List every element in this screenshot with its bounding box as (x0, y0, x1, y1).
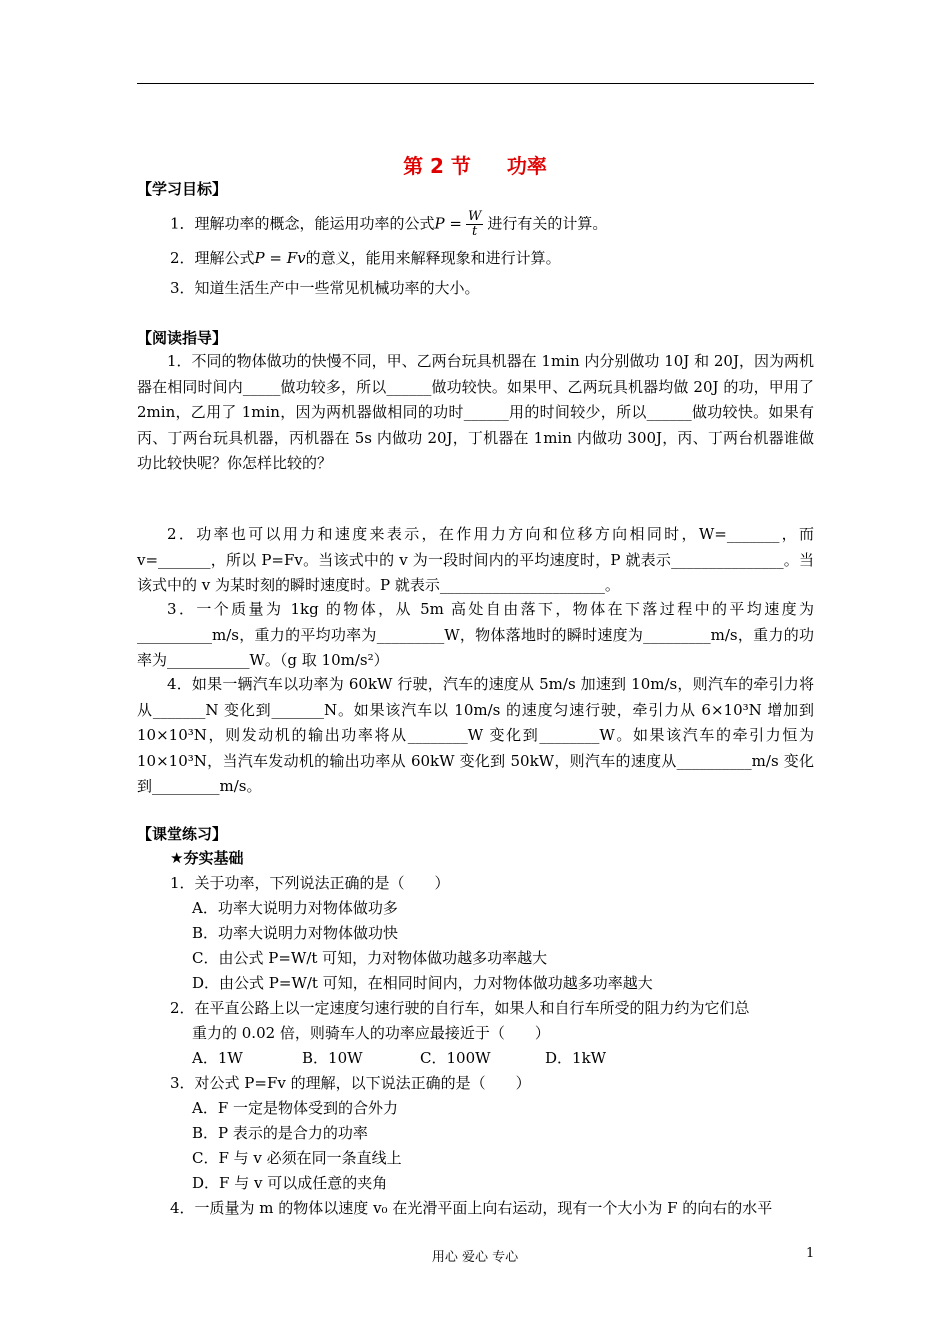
pfv-formula: P = Fv (254, 249, 306, 267)
q2-option-b: B．10W (302, 1049, 363, 1067)
footer-motto: 用心 爱心 专心 (431, 1250, 519, 1265)
reading-paragraph-2: 2．功率也可以用力和速度来表示，在作用力方向和位移方向相同时，W=_______，而 v=_______，所以 P=Fv。当该式中的 v 为一段时间内的平均速度时，P 就表示_______________。当该式中的 v 为某时刻的瞬时速度时。P 就表示______________________。 (137, 525, 814, 595)
q2-option-a: A．1W (192, 1049, 243, 1067)
q3-option-b: B．P 表示的是合力的功率 (192, 1124, 368, 1142)
q3-option-a: A．F 一定是物体受到的合外力 (192, 1099, 399, 1117)
goal-item-3: 3．知道生活生产中一些常见机械功率的大小。 (170, 279, 480, 297)
q2-option-c: C．100W (420, 1049, 491, 1067)
page-number: 1 (806, 1246, 815, 1261)
header-rule (137, 83, 814, 84)
question-2-line-2: 重力的 0.02 倍，则骑车人的功率应最接近于（ ） (192, 1024, 550, 1042)
reading-paragraph-4: 4．如果一辆汽车以功率为 60kW 行驶，汽车的速度从 5m/s 加速到 10m/s，则汽车的牵引力将从_______N 变化到_______N。如果该汽车以 10m/s 的速度匀速行驶，牵引力从 6×10³N 增加到 10×10³N，则发动机的输出功率将从________W 变化到________W。如果该汽车的牵引力恒为 10×10³N，当汽车发动机的输出功率从 60kW 变化到 50kW，则汽车的速度从__________m/s 变化到_________m/s。 (137, 675, 814, 796)
q1-option-c: C．由公式 P=W/t 可知，力对物体做功越多功率越大 (192, 949, 548, 967)
q3-option-c: C．F 与 v 必须在同一条直线上 (192, 1149, 402, 1167)
fraction-w-over-t: $\frac{W}{t}$ (467, 209, 482, 239)
question-3: 3．对公式 P=Fv 的理解，以下说法正确的是（ ） (170, 1074, 531, 1092)
goal-item-1: 1．理解功率的概念，能运用功率的公式P = $\frac{W}{t}$ 进行有关的计算。 (170, 209, 608, 239)
question-1: 1．关于功率，下列说法正确的是（ ） (170, 874, 450, 892)
reading-paragraph-1: 1．不同的物体做功的快慢不同，甲、乙两台玩具机器在 1min 内分别做功 10J 和 20J，因为两机器在相同时间内_____做功较多，所以______做功较快。如果甲、乙两玩具机器均做 20J 的功，甲用了 2min，乙用了 1min，因为两机器做相同的功时______用的时间较少，所以______做功较快。如果有丙、丁两台玩具机器，丙机器在 5s 内做功 20J，丁机器在 1min 内做功 300J，丙、丁两台机器谁做功比较快呢？你怎样比较的？ (137, 352, 814, 473)
q1-option-d: D．由公式 P=W/t 可知，在相同时间内，力对物体做功越多功率越大 (192, 974, 653, 992)
practice-heading: 【课堂练习】 (137, 825, 228, 843)
goal-item-2: 2．理解公式P = Fv的意义，能用来解释现象和进行计算。 (170, 249, 561, 267)
q1-option-b: B．功率大说明力对物体做功快 (192, 924, 399, 942)
goals-heading: 【学习目标】 (137, 180, 228, 198)
page-title (0, 150, 950, 179)
title-topic: 功率 (506, 154, 547, 178)
power-formula: P = (434, 214, 462, 233)
q3-option-d: D．F 与 v 可以成任意的夹角 (192, 1174, 388, 1192)
question-2-line-1: 2．在平直公路上以一定速度匀速行驶的自行车，如果人和自行车所受的阻力约为它们总 (170, 999, 750, 1017)
title-section-number: 第 2 节 (403, 154, 471, 178)
reading-heading: 【阅读指导】 (137, 329, 228, 347)
practice-subheading: ★夯实基础 (170, 849, 244, 867)
reading-paragraph-3: 3．一个质量为 1kg 的物体，从 5m 高处自由落下，物体在下落过程中的平均速度为__________m/s，重力的平均功率为_________W，物体落地时的瞬时速度为_________m/s，重力的功率为___________W。（g 取 10m/s²） (137, 600, 814, 670)
q2-option-d: D．1kW (545, 1049, 607, 1067)
q1-option-a: A．功率大说明力对物体做功多 (192, 899, 398, 917)
question-4: 4．一质量为 m 的物体以速度 v₀ 在光滑平面上向右运动，现有一个大小为 F 的向右的水平 (170, 1199, 773, 1217)
